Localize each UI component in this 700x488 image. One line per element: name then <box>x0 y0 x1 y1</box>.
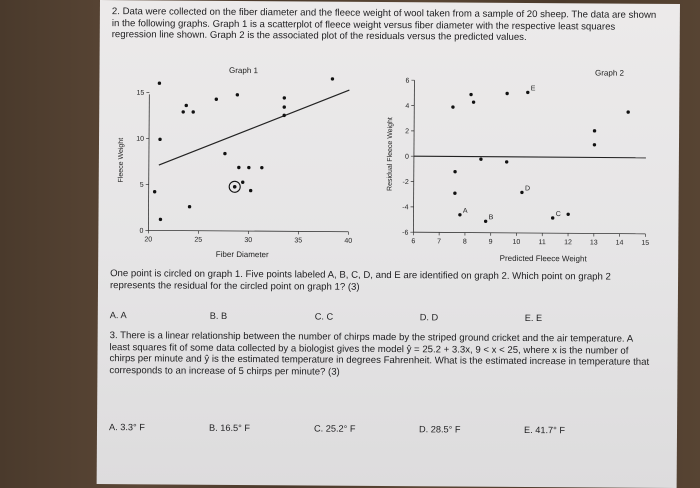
graph-2-point <box>505 92 508 95</box>
graph-1-ytick-label: 5 <box>140 182 144 189</box>
q3-choice-d[interactable]: D. 28.5° F <box>419 424 461 434</box>
graph-1-point <box>331 77 334 80</box>
graph-1-xlabel: Fiber Diameter <box>216 250 269 259</box>
graph-2-point <box>505 160 508 163</box>
graph-1-circled-point <box>233 185 237 189</box>
graph-2-ytick-label: 0 <box>405 154 409 161</box>
graph-2 <box>383 62 654 264</box>
graph-2-point <box>593 129 596 132</box>
graph-2-ylabel: Residual Fleece Weight <box>387 117 395 191</box>
graph-2-ytick-label: 2 <box>405 128 409 135</box>
graph-1-xtick-label: 30 <box>244 237 252 244</box>
graph-2-xtick-label: 6 <box>411 238 415 245</box>
graph-2-xtick-label: 12 <box>564 239 572 246</box>
graph-2-xtick-label: 15 <box>641 240 649 247</box>
graph-1-point <box>159 218 162 221</box>
graph-2-point-label: A <box>463 208 468 215</box>
graph-1-point <box>153 190 156 193</box>
graph-1-xtick-label: 40 <box>344 238 352 245</box>
graph-1-point <box>283 105 286 108</box>
graph-2-point <box>453 170 456 173</box>
graph-1 <box>108 60 369 262</box>
q2-choice-c[interactable]: C. C <box>315 312 333 322</box>
graph-1-point <box>260 166 263 169</box>
graph-1-point <box>215 98 218 101</box>
q3-choice-e[interactable]: E. 41.7° F <box>524 425 565 435</box>
q3-choice-b[interactable]: B. 16.5° F <box>209 423 250 433</box>
graph-1-xtick-label: 25 <box>194 237 202 244</box>
graph-2-xtick-label: 14 <box>616 240 624 247</box>
graph-1-xtick-label: 20 <box>144 236 152 243</box>
graph-1-point <box>283 96 286 99</box>
q2-choice-b[interactable]: B. B <box>210 311 227 321</box>
graph-1-point <box>236 93 239 96</box>
graph-2-xtick-label: 8 <box>463 239 467 246</box>
q3-choice-c[interactable]: C. 25.2° F <box>314 424 356 434</box>
graph-2-labeled-point <box>458 213 461 216</box>
graph-2-reference-line <box>414 156 646 158</box>
graph-2-point <box>566 213 569 216</box>
graph-1-point <box>182 110 185 113</box>
graph-2-ytick-label: 4 <box>405 103 409 110</box>
graph-2-axes <box>402 78 650 247</box>
graph-1-point <box>247 166 250 169</box>
graph-2-point <box>593 143 596 146</box>
graph-2-point <box>479 157 482 160</box>
graph-1-point <box>188 205 191 208</box>
graph-1-points <box>153 76 350 222</box>
graph-2-xtick-label: 9 <box>489 239 493 246</box>
question-2-choices <box>110 310 655 328</box>
graph-1-axes <box>136 90 354 245</box>
q2-choice-d[interactable]: D. D <box>420 312 438 322</box>
graph-2-x-axis <box>413 232 645 234</box>
graph-1-point <box>158 138 161 141</box>
question-2-prompt <box>110 268 655 295</box>
graph-2-ytick-label: -2 <box>402 179 408 186</box>
q2-choice-e[interactable]: E. E <box>525 313 542 323</box>
graph-1-ytick-label: 10 <box>136 136 144 143</box>
graph-1-point <box>241 181 244 184</box>
graph-1-title: Graph 1 <box>229 66 259 75</box>
graph-1-point <box>249 189 252 192</box>
q3-choice-a[interactable]: A. 3.3° F <box>109 422 145 432</box>
graph-2-point <box>472 100 475 103</box>
graph-1-point <box>282 114 285 117</box>
graph-1-point <box>158 82 161 85</box>
graph-2-labeled-point <box>520 191 523 194</box>
graph-2-xtick-label: 7 <box>437 238 441 245</box>
graph-1-point <box>237 166 240 169</box>
graph-2-points <box>413 85 646 225</box>
question-3 <box>109 330 654 380</box>
graph-2-point-label: E <box>531 85 536 92</box>
graph-1-point <box>192 110 195 113</box>
graph-2-xtick-label: 10 <box>513 239 521 246</box>
graph-2-point-label: C <box>556 211 561 218</box>
graph-2-xlabel: Predicted Fleece Weight <box>500 254 588 264</box>
graph-2-ytick-label: -4 <box>402 204 408 211</box>
graph-1-point <box>185 104 188 107</box>
graph-2-labeled-point <box>484 220 487 223</box>
graph-2-point <box>469 93 472 96</box>
graph-2-labeled-point <box>551 216 554 219</box>
graph-2-ytick-label: -6 <box>402 230 408 237</box>
question-3-text: 3. There is a linear relationship between the number of chirps made by the striped ground cricket and the air temperature. A least squares fit of some data collected by a biologist gives the model ŷ = 25.2 + 3.3x, 9 < x < 25, where x is the number of chirps per minute and ŷ is the estimated temperature in degrees Fahrenheit. What is the estimated increase in temperature that corresponds to an increase of 5 chirps per minute? (3) <box>109 330 654 380</box>
graph-2-title: Graph 2 <box>595 68 625 77</box>
graph-1-xtick-label: 35 <box>294 237 302 244</box>
graph-2-point <box>453 192 456 195</box>
graph-1-ytick-label: 15 <box>137 90 145 97</box>
question-2 <box>112 6 657 44</box>
graph-2-point-label: D <box>525 185 530 192</box>
graph-2-point-label: B <box>489 214 494 221</box>
graph-2-point <box>451 105 454 108</box>
question-2-text: 2. Data were collected on the fiber diameter and the fleece weight of wool taken from a sample of 20 sheep. The data are shown in the following graphs. Graph 1 is a scatterplot of fleece weight versus fiber diameter with the respective least squares regression line shown. Graph 2 is the associated plot of the residuals versus the predicted values. <box>112 6 657 44</box>
graph-2-labeled-point <box>526 91 529 94</box>
graph-1-ylabel: Fleece Weight <box>118 138 125 183</box>
graph-1-ytick-label: 0 <box>139 228 143 235</box>
graph-2-ytick-label: 6 <box>406 78 410 85</box>
question-3-choices <box>109 422 654 440</box>
graph-2-xtick-label: 13 <box>590 239 598 246</box>
q2-choice-a[interactable]: A. A <box>110 310 127 320</box>
graph-1-y-axis <box>148 94 149 230</box>
question-2-prompt-text: One point is circled on graph 1. Five points labeled A, B, C, D, and E are identified on graph 2. Which point on graph 2 represents the residual for the circled point on graph 1? (3) <box>110 268 611 292</box>
graph-1-point <box>223 152 226 155</box>
worksheet-paper <box>97 0 680 488</box>
graph-2-xtick-label: 11 <box>539 239 546 246</box>
graph-1-regression-line <box>159 89 350 167</box>
graph-2-point <box>626 110 629 113</box>
